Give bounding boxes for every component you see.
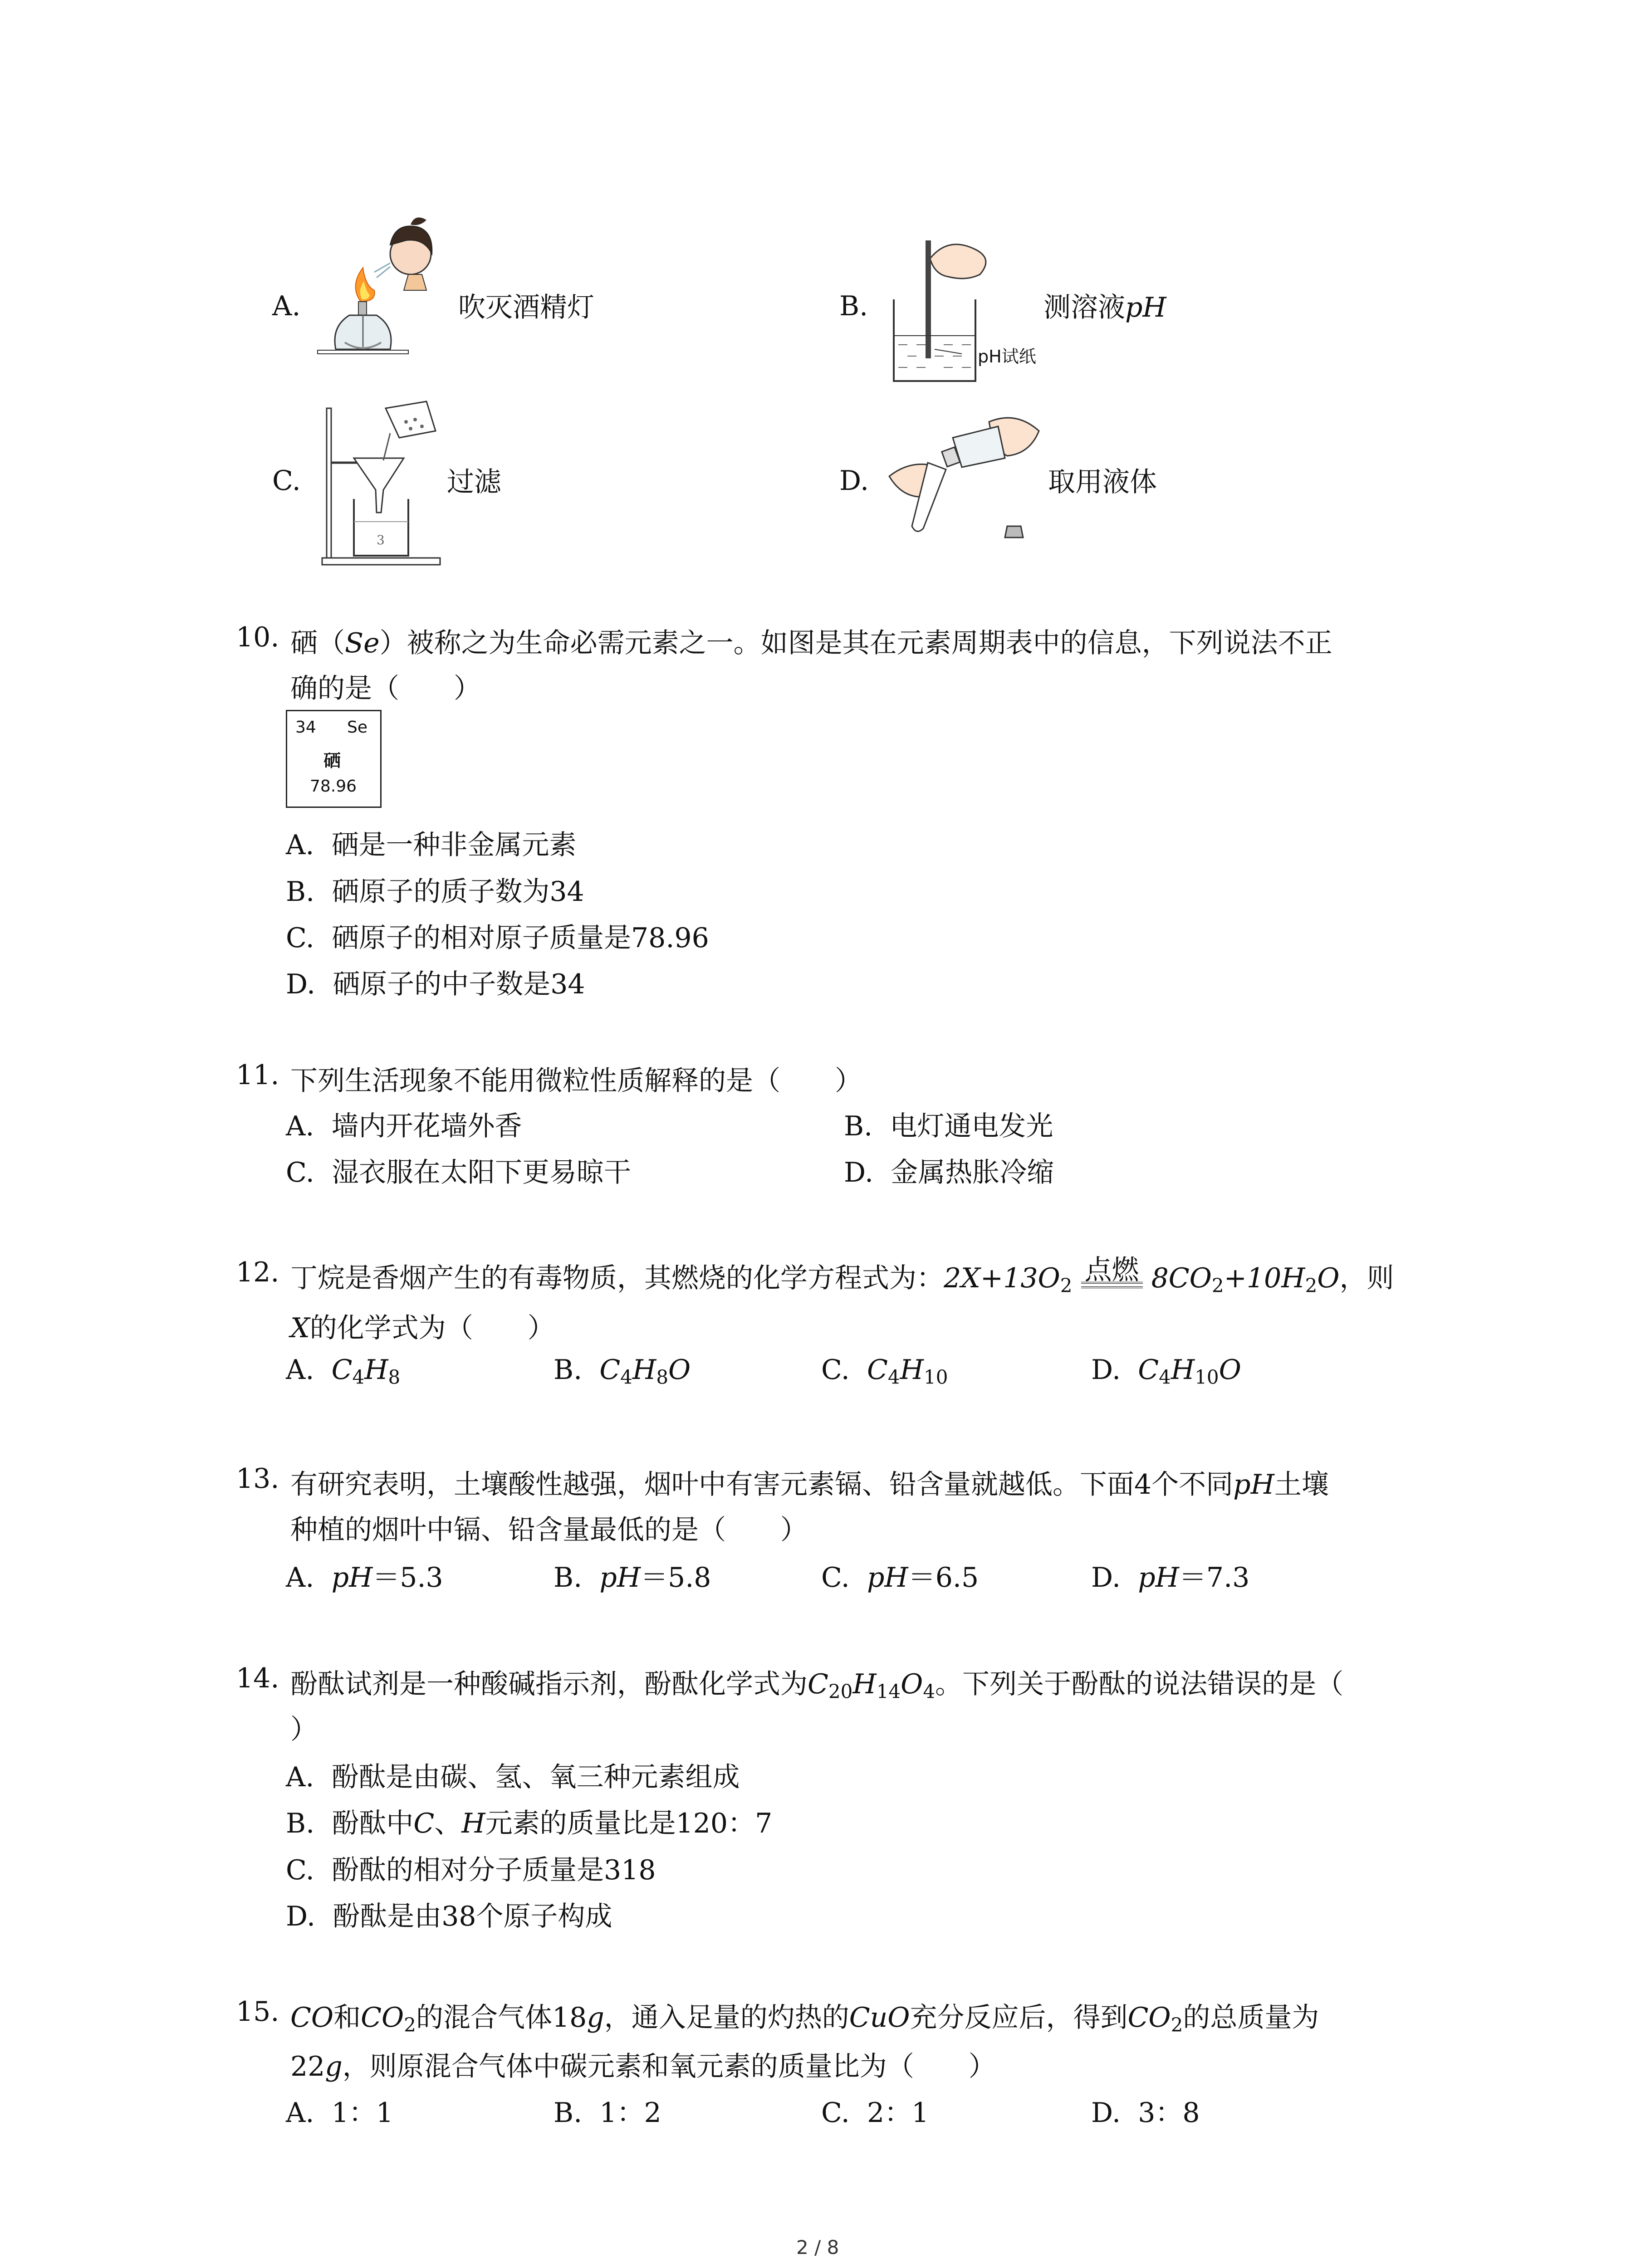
option-b: B. $C_4H_8O$ [554, 1354, 691, 1388]
question-stem: 丁烷是香烟产生的有毒物质，其燃烧的化学方程式为：$2X+13O_2$ 点燃 $8CO_2+10H_2O$，则 [290, 1256, 1394, 1297]
question-stem-continued: 种植的烟叶中镉、铅含量最低的是（ ） [290, 1514, 808, 1546]
option-a: A. 酚酞是由碳、氢、氧三种元素组成 [286, 1761, 740, 1793]
question-number: 14. [236, 1662, 279, 1694]
question-number: 11. [236, 1059, 279, 1091]
option-b: B. 电灯通电发光 [844, 1110, 1053, 1142]
question-stem-continued: 确的是（ ） [290, 673, 481, 704]
option-d: D. 3：8 [1091, 2097, 1200, 2129]
question-stem: CO和$CO_2$的混合气体18g，通入足量的灼热的CuO充分反应后，得到$CO_2$的总质量为 [290, 2002, 1319, 2036]
question-14 [236, 1662, 1461, 1944]
ph-paper-label: pH试纸 [978, 347, 1036, 367]
question-stem: 有研究表明，土壤酸性越强，烟叶中有害元素镉、铅含量就越低。下面4个不同pH土壤 [290, 1469, 1329, 1501]
option-b: B. pH＝5.8 [554, 1562, 711, 1593]
atomic-number: 34 [295, 718, 316, 737]
question-number: 12. [236, 1256, 279, 1288]
question-11 [236, 1059, 1461, 1204]
q9-option-d-letter: D. [839, 465, 869, 497]
option-d: D. 酚酞是由38个原子构成 [286, 1901, 612, 1932]
option-c: C. 酚酞的相对分子质量是318 [286, 1854, 656, 1886]
question-number: 10. [236, 621, 279, 653]
option-c: C. $C_4H_{10}$ [821, 1354, 948, 1388]
q9-option-b-letter: B. [839, 290, 868, 322]
q9-option-a-letter: A. [272, 290, 301, 322]
option-a: A. 硒是一种非金属元素 [286, 829, 577, 861]
q9-option-c-letter: C. [272, 465, 301, 497]
question-10 [236, 621, 1461, 1000]
svg-text:3: 3 [377, 533, 385, 547]
option-c: C. 湿衣服在太阳下更易晾干 [286, 1157, 631, 1188]
option-b: B. 1：2 [554, 2097, 661, 2129]
option-c: C. 2：1 [821, 2097, 929, 2129]
question-13 [236, 1463, 1461, 1608]
element-name: 硒 [323, 751, 341, 771]
q9-option-d-text: 取用液体 [1048, 466, 1157, 498]
q9-option-a-text: 吹灭酒精灯 [458, 292, 594, 323]
option-d: D. 硒原子的中子数是34 [286, 968, 585, 1000]
question-stem-continued: X的化学式为（ ） [290, 1312, 555, 1344]
option-b: B. 酚酞中C、H元素的质量比是120：7 [286, 1808, 773, 1839]
option-c: C. 硒原子的相对原子质量是78.96 [286, 922, 709, 954]
blowing-lamp-illustration [313, 218, 458, 399]
option-d: D. pH＝7.3 [1091, 1562, 1250, 1593]
element-symbol: Se [347, 718, 367, 737]
option-a: A. pH＝5.3 [286, 1562, 443, 1593]
pour-liquid-illustration [885, 413, 1053, 558]
atomic-mass: 78.96 [310, 777, 357, 796]
q9-option-b-text: 测溶液pH [1043, 292, 1166, 323]
question-stem: 酚酞试剂是一种酸碱指示剂，酚酞化学式为$C_{20}H_{14}O_4$。下列关于酚酞的说法错误的是（ [290, 1668, 1344, 1703]
option-a: A. 墙内开花墙外香 [286, 1110, 522, 1142]
filtration-illustration [313, 399, 458, 567]
option-d: D. $C_4H_{10}O$ [1091, 1354, 1241, 1388]
option-a: A. 1：1 [286, 2097, 393, 2129]
question-12 [236, 1256, 1461, 1406]
reaction-condition: 点燃 [1081, 1248, 1143, 1287]
question-stem-continued: ） [290, 1714, 318, 1745]
periodic-table-cell [286, 710, 382, 808]
question-stem: 硒（Se）被称之为生命必需元素之一。如图是其在元素周期表中的信息，下列说法不正 [290, 627, 1332, 659]
question-stem-continued: 22g，则原混合气体中碳元素和氧元素的质量比为（ ） [290, 2051, 996, 2082]
question-number: 13. [236, 1463, 279, 1495]
option-c: C. pH＝6.5 [821, 1562, 979, 1593]
option-b: B. 硒原子的质子数为34 [286, 876, 584, 908]
page-number: 2 / 8 [796, 2236, 839, 2258]
option-d: D. 金属热胀冷缩 [844, 1157, 1054, 1188]
option-a: A. $C_4H_8$ [286, 1354, 401, 1388]
equation-double-line [1081, 1282, 1143, 1284]
question-stem: 下列生活现象不能用微粒性质解释的是（ ） [290, 1065, 862, 1097]
question-15 [236, 1996, 1461, 2141]
q9-option-c-text: 过滤 [447, 466, 501, 498]
question-number: 15. [236, 1996, 279, 2028]
